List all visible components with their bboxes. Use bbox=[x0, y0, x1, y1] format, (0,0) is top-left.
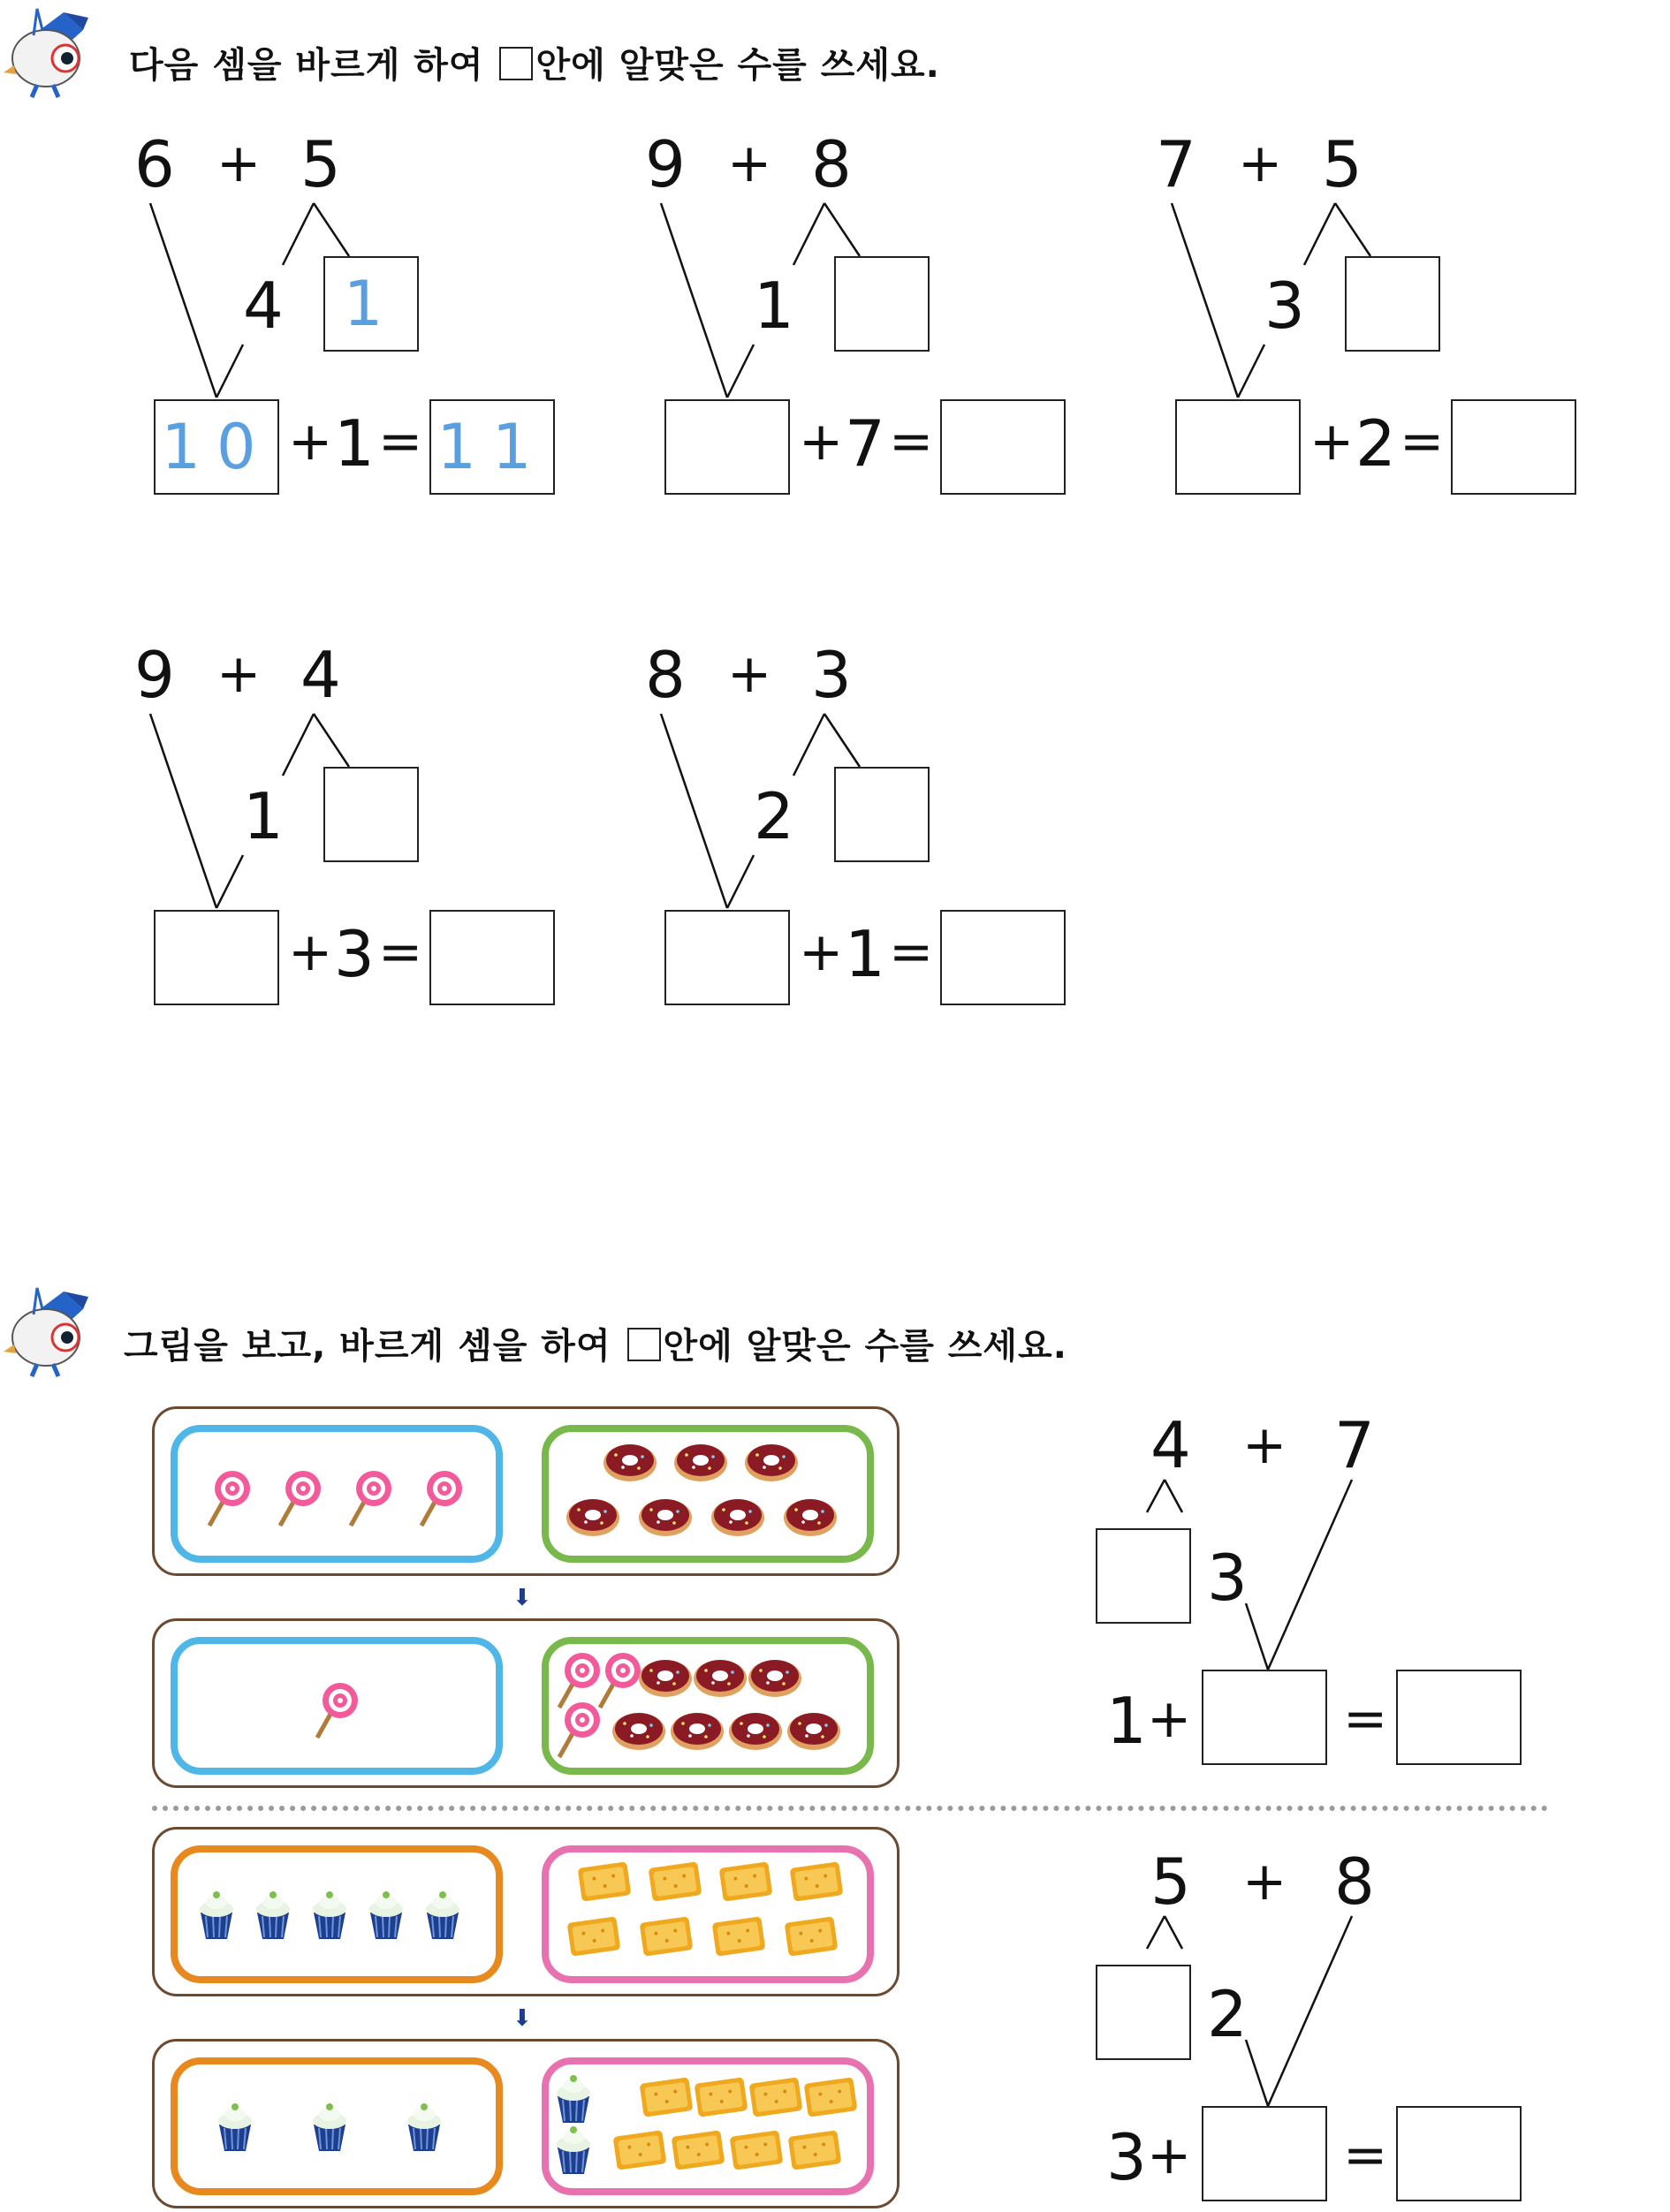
cracker-icon bbox=[801, 2075, 860, 2123]
picture-frame-1-before bbox=[152, 1406, 900, 1576]
plus-sign: + bbox=[1242, 1414, 1287, 1476]
addend-a: 8 bbox=[645, 638, 686, 712]
second-addend: 2 bbox=[1355, 406, 1396, 481]
cracker-icon bbox=[727, 2128, 786, 2176]
split-number: 1 bbox=[243, 779, 284, 853]
picture-problem-2 bbox=[1087, 1841, 1582, 2212]
addend-b: 8 bbox=[1334, 1845, 1375, 1919]
result-box[interactable] bbox=[1451, 399, 1576, 495]
middle-box[interactable] bbox=[1202, 2106, 1327, 2201]
cracker-icon bbox=[637, 2075, 695, 2123]
plus-sign-2: + bbox=[1147, 1688, 1192, 1750]
problem-4 bbox=[133, 634, 627, 1014]
ten-box[interactable] bbox=[1175, 399, 1301, 495]
lollipop-icon bbox=[414, 1467, 467, 1533]
part-box-value bbox=[1347, 258, 1438, 350]
plus-sign-2: + bbox=[1147, 2125, 1192, 2186]
right-group-after bbox=[542, 2057, 874, 2195]
result-box[interactable] bbox=[940, 910, 1066, 1005]
prefix-number: 3 bbox=[1106, 2120, 1147, 2194]
addend-b: 8 bbox=[811, 127, 852, 201]
cracker-icon bbox=[611, 2128, 669, 2176]
donut-icon bbox=[747, 1655, 803, 1702]
ten-box[interactable] bbox=[664, 399, 790, 495]
cupcake-icon bbox=[214, 2100, 256, 2156]
donut-icon bbox=[782, 1494, 839, 1542]
equals-sign: = bbox=[889, 921, 934, 983]
result-box[interactable] bbox=[429, 910, 555, 1005]
cupcake-icon bbox=[552, 2072, 595, 2128]
plus-sign-2: + bbox=[288, 411, 333, 473]
result-box-value: 11 bbox=[436, 411, 548, 483]
cracker-icon bbox=[747, 2075, 805, 2123]
blank-box-symbol bbox=[627, 1328, 661, 1361]
equals-sign: = bbox=[889, 411, 934, 473]
instruction-1-end: 안에 알맞은 수를 쓰세요. bbox=[535, 45, 940, 86]
donut-icon bbox=[710, 1494, 766, 1542]
problem-1 bbox=[133, 124, 627, 504]
plus-sign: + bbox=[1242, 1851, 1287, 1913]
left-group-before bbox=[171, 1425, 503, 1563]
lollipop-icon bbox=[310, 1679, 363, 1745]
result-box[interactable] bbox=[1396, 1670, 1522, 1765]
result-box[interactable] bbox=[940, 399, 1066, 495]
instruction-2 bbox=[124, 1318, 1067, 1368]
right-group-before bbox=[542, 1425, 874, 1563]
down-arrow-icon: ⬇ bbox=[512, 1585, 532, 1611]
plus-sign-2: + bbox=[1309, 411, 1355, 473]
split-number: 1 bbox=[754, 269, 794, 343]
plus-sign: + bbox=[216, 643, 262, 705]
donut-icon bbox=[786, 1708, 842, 1755]
part-box-value bbox=[836, 258, 928, 350]
instruction-1-start: 다음 셈을 바르게 하여 bbox=[129, 45, 484, 86]
cracker-icon bbox=[787, 1860, 846, 1907]
donut-icon bbox=[692, 1655, 748, 1702]
part-box[interactable] bbox=[1345, 256, 1440, 352]
part-box[interactable] bbox=[1096, 1965, 1191, 2060]
picture-frame-2-before bbox=[152, 1827, 900, 1996]
cupcake-icon bbox=[552, 2123, 595, 2179]
plus-sign-2: + bbox=[799, 411, 844, 473]
result-box-value bbox=[942, 912, 1064, 1004]
ten-box-value bbox=[1177, 401, 1299, 493]
ten-box[interactable] bbox=[154, 399, 279, 495]
part-box[interactable] bbox=[834, 256, 930, 352]
instruction-2-start: 그림을 보고, 바르게 셈을 하여 bbox=[124, 1326, 611, 1367]
part-box[interactable] bbox=[834, 767, 930, 862]
mascot-icon bbox=[2, 4, 99, 101]
plus-sign: + bbox=[1238, 133, 1283, 194]
problem-2 bbox=[643, 124, 1138, 504]
addend-a: 6 bbox=[134, 127, 175, 201]
donut-icon bbox=[743, 1439, 800, 1487]
cracker-icon bbox=[692, 2075, 750, 2123]
equals-sign: = bbox=[1343, 2125, 1388, 2186]
cupcake-icon bbox=[308, 1888, 351, 1944]
equals-sign: = bbox=[378, 921, 423, 983]
cracker-icon bbox=[575, 1860, 634, 1907]
donut-icon bbox=[672, 1439, 729, 1487]
donut-icon bbox=[727, 1708, 784, 1755]
dotted-divider bbox=[152, 1806, 1548, 1811]
cracker-icon bbox=[637, 1914, 695, 1962]
mascot-icon-2 bbox=[2, 1283, 99, 1380]
split-number: 2 bbox=[754, 779, 794, 853]
addend-b: 5 bbox=[1322, 127, 1363, 201]
lollipop-icon bbox=[552, 1699, 605, 1764]
cracker-icon bbox=[717, 1860, 775, 1907]
problem-5 bbox=[643, 634, 1138, 1014]
middle-box[interactable] bbox=[1202, 1670, 1327, 1765]
lollipop-icon bbox=[273, 1467, 326, 1533]
result-box-value bbox=[942, 401, 1064, 493]
second-addend: 1 bbox=[845, 917, 885, 991]
plus-sign: + bbox=[727, 133, 772, 194]
donut-icon bbox=[637, 1655, 694, 1702]
left-group-after bbox=[171, 1637, 503, 1775]
cupcake-icon bbox=[365, 1888, 407, 1944]
equals-sign: = bbox=[1400, 411, 1445, 473]
split-number: 2 bbox=[1207, 1977, 1248, 2051]
ten-box-value: 10 bbox=[161, 411, 272, 483]
addend-b: 7 bbox=[1334, 1408, 1375, 1482]
problem-3 bbox=[1154, 124, 1649, 504]
picture-frame-2-after bbox=[152, 2039, 900, 2208]
donut-icon bbox=[637, 1494, 694, 1542]
prefix-number: 1 bbox=[1106, 1684, 1147, 1758]
cracker-icon bbox=[782, 1914, 840, 1962]
cupcake-icon bbox=[403, 2100, 445, 2156]
cupcake-icon bbox=[421, 1888, 464, 1944]
cupcake-icon bbox=[252, 1888, 294, 1944]
part-box-value bbox=[836, 769, 928, 860]
second-addend: 1 bbox=[334, 406, 375, 481]
addend-a: 7 bbox=[1156, 127, 1196, 201]
ten-box-value bbox=[156, 912, 277, 1004]
lollipop-icon bbox=[344, 1467, 397, 1533]
cracker-icon bbox=[710, 1914, 768, 1962]
instruction-1 bbox=[129, 37, 940, 87]
addend-b: 3 bbox=[811, 638, 852, 712]
donut-icon bbox=[565, 1494, 621, 1542]
left-group-after bbox=[171, 2057, 503, 2195]
plus-sign-2: + bbox=[288, 921, 333, 983]
donut-icon bbox=[611, 1708, 667, 1755]
addend-a: 9 bbox=[134, 638, 175, 712]
part-box[interactable] bbox=[323, 256, 419, 352]
cracker-icon bbox=[646, 1860, 704, 1907]
blank-box-symbol bbox=[499, 47, 533, 80]
right-group-after bbox=[542, 1637, 874, 1775]
plus-sign: + bbox=[216, 133, 262, 194]
cracker-icon bbox=[786, 2128, 844, 2176]
picture-frame-1-after bbox=[152, 1618, 900, 1788]
donut-icon bbox=[602, 1439, 658, 1487]
addend-b: 4 bbox=[300, 638, 341, 712]
donut-icon bbox=[669, 1708, 725, 1755]
split-number: 4 bbox=[243, 269, 284, 343]
result-box-value bbox=[431, 912, 553, 1004]
left-group-before bbox=[171, 1845, 503, 1983]
part-box[interactable] bbox=[1096, 1528, 1191, 1624]
part-box-value: 1 bbox=[343, 268, 399, 340]
plus-sign: + bbox=[727, 643, 772, 705]
addend-a: 4 bbox=[1150, 1408, 1191, 1482]
cracker-icon bbox=[669, 2128, 727, 2176]
result-box[interactable] bbox=[1396, 2106, 1522, 2201]
picture-problem-1 bbox=[1087, 1405, 1582, 1776]
equals-sign: = bbox=[1343, 1688, 1388, 1750]
addend-a: 9 bbox=[645, 127, 686, 201]
addend-a: 5 bbox=[1150, 1845, 1191, 1919]
lollipop-icon bbox=[202, 1467, 255, 1533]
cupcake-icon bbox=[195, 1888, 238, 1944]
down-arrow-icon: ⬇ bbox=[512, 2005, 532, 2032]
split-number: 3 bbox=[1207, 1541, 1248, 1615]
cupcake-icon bbox=[308, 2100, 351, 2156]
cracker-icon bbox=[565, 1914, 623, 1962]
second-addend: 7 bbox=[845, 406, 885, 481]
result-box-value bbox=[1453, 401, 1575, 493]
ten-box-value bbox=[666, 912, 788, 1004]
second-addend: 3 bbox=[334, 917, 375, 991]
addend-b: 5 bbox=[300, 127, 341, 201]
ten-box[interactable] bbox=[664, 910, 790, 1005]
part-box[interactable] bbox=[323, 767, 419, 862]
right-group-before bbox=[542, 1845, 874, 1983]
ten-box[interactable] bbox=[154, 910, 279, 1005]
ten-box-value bbox=[666, 401, 788, 493]
split-number: 3 bbox=[1264, 269, 1305, 343]
instruction-2-end: 안에 알맞은 수를 쓰세요. bbox=[663, 1326, 1067, 1367]
part-box-value bbox=[325, 769, 417, 860]
equals-sign: = bbox=[378, 411, 423, 473]
result-box[interactable] bbox=[429, 399, 555, 495]
plus-sign-2: + bbox=[799, 921, 844, 983]
